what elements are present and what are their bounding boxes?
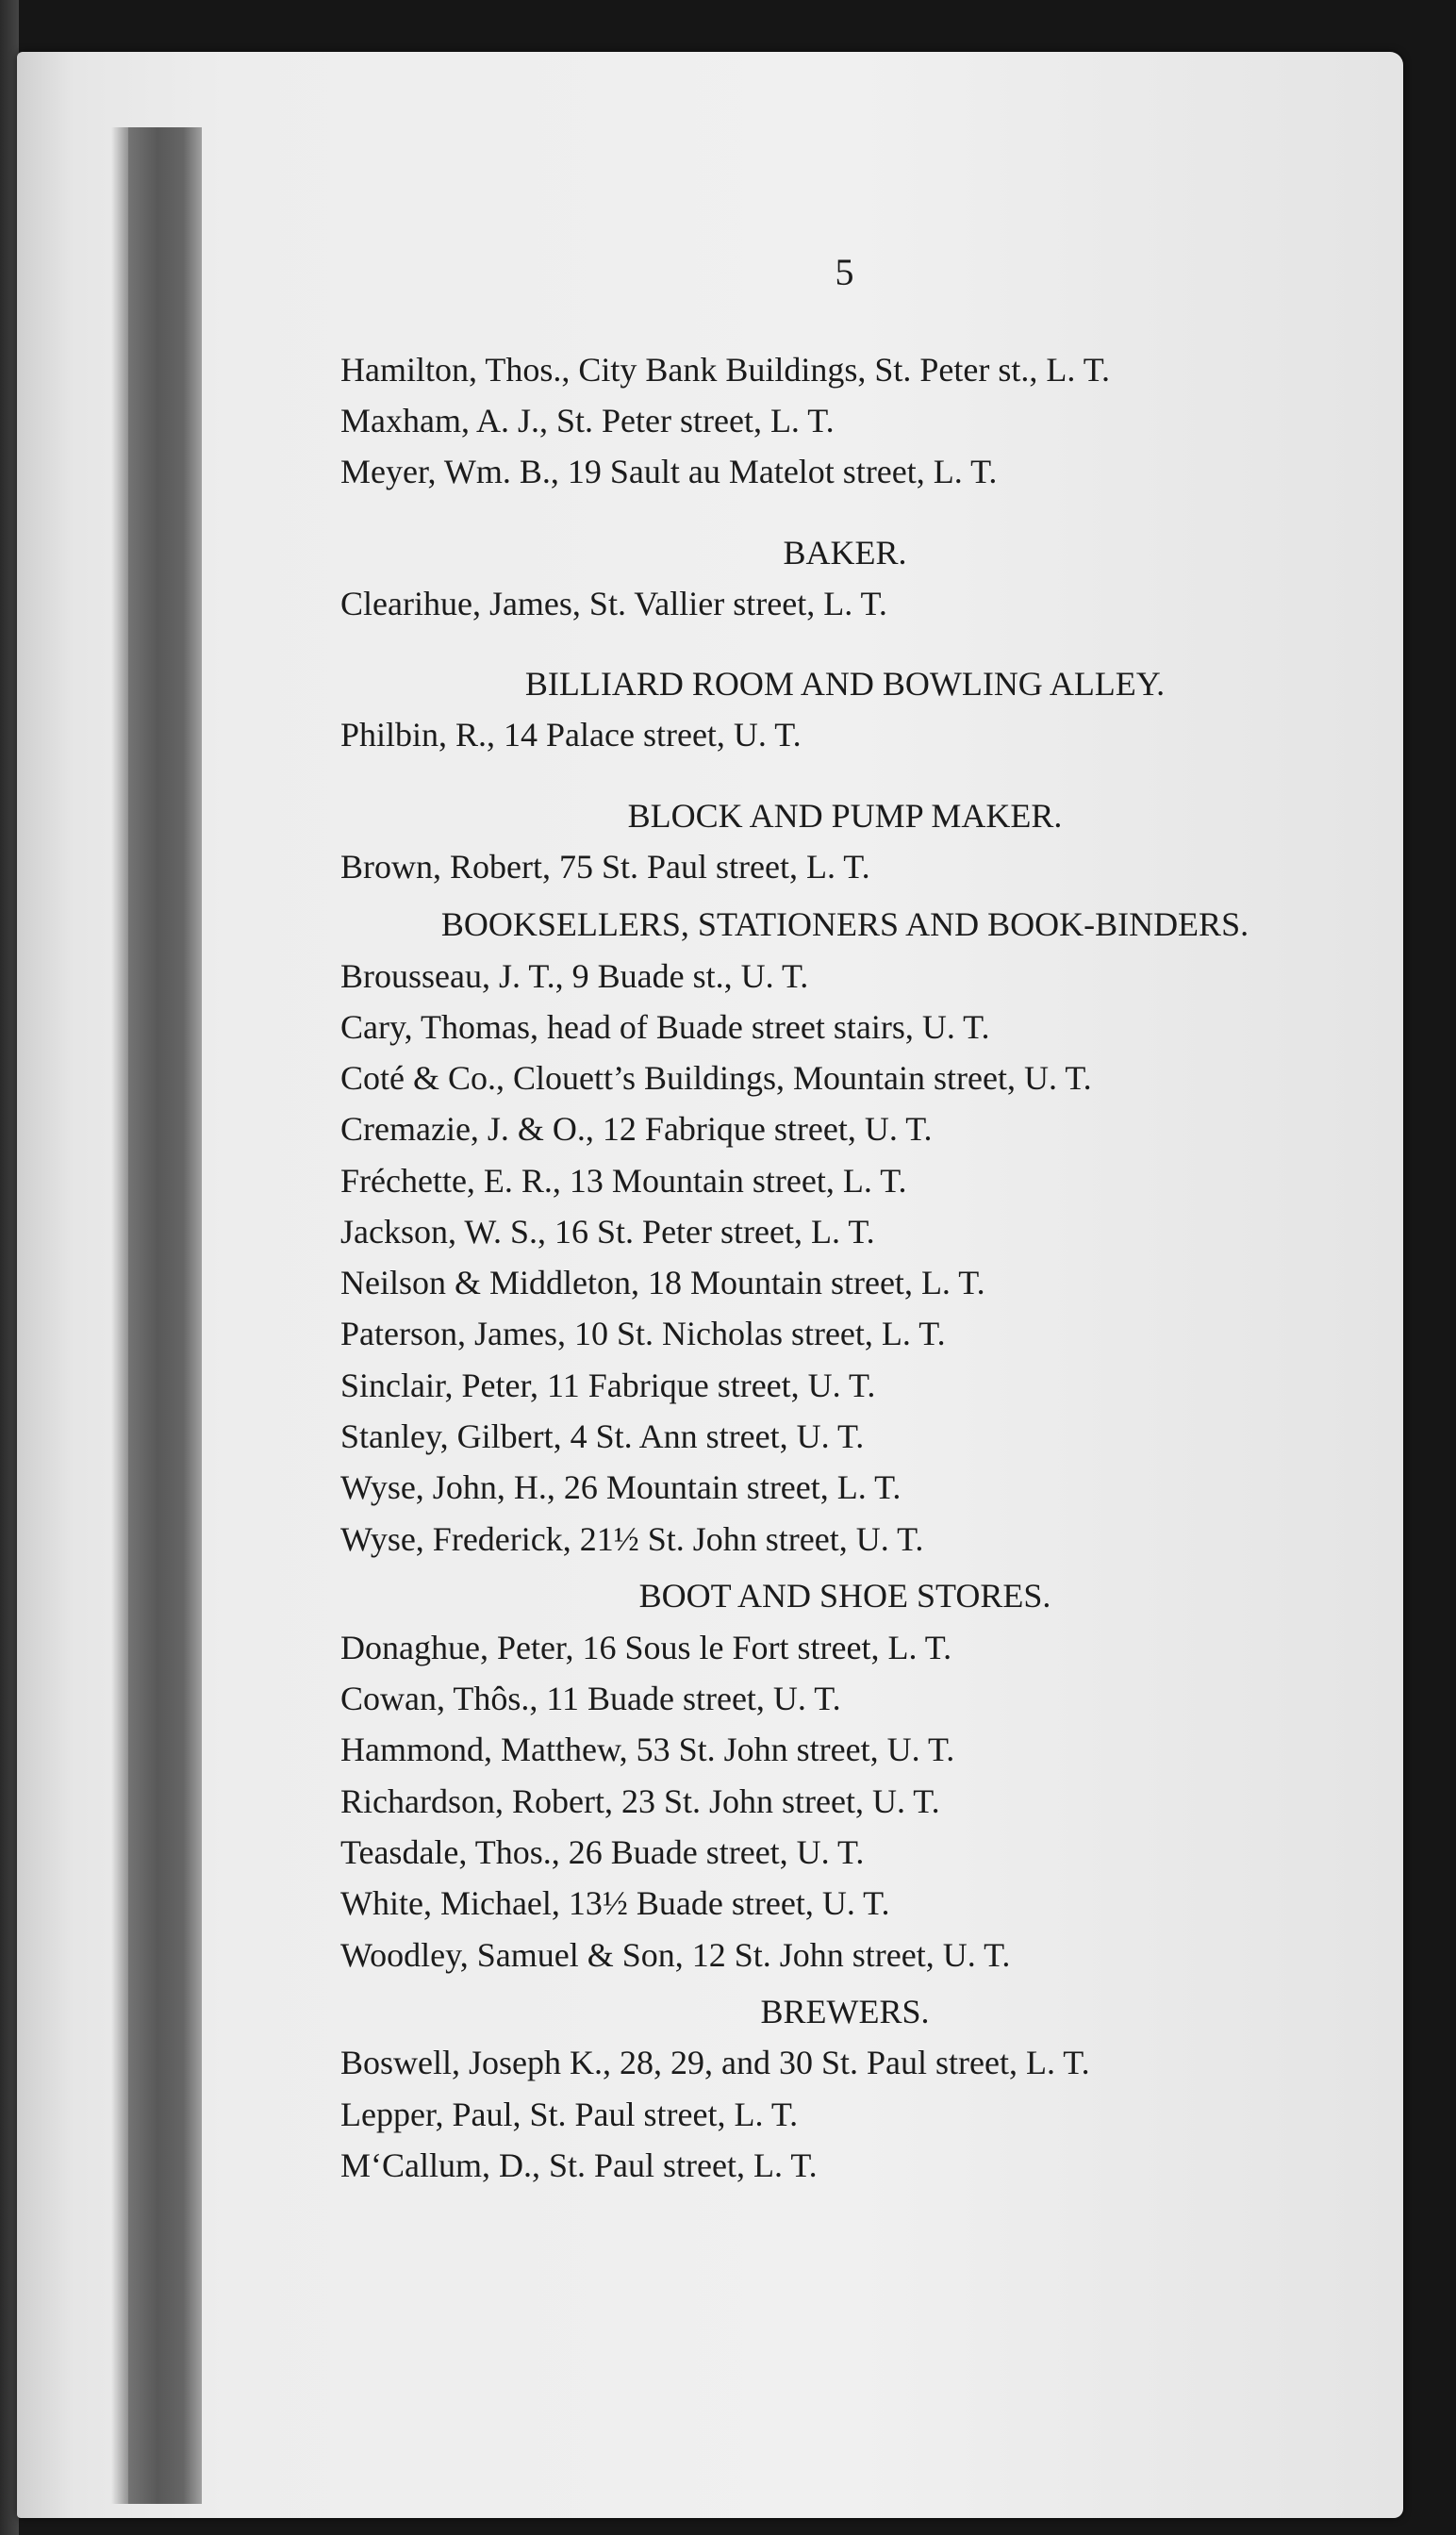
- directory-entry: Cowan, Thôs., 11 Buade street, U. T.: [340, 1680, 841, 1717]
- directory-entry: Cremazie, J. & O., 12 Fabrique street, U. T.: [340, 1110, 933, 1148]
- directory-entry: White, Michael, 13½ Buade street, U. T.: [340, 1884, 890, 1922]
- directory-entry: Hammond, Matthew, 53 St. John street, U. T.: [340, 1731, 955, 1768]
- section-heading: BILLIARD ROOM AND BOWLING ALLEY.: [524, 665, 1166, 703]
- directory-entry: Sinclair, Peter, 11 Fabrique street, U. T.: [340, 1367, 876, 1404]
- directory-entry: Woodley, Samuel & Son, 12 St. John street, U. T.: [340, 1936, 1011, 1974]
- directory-entry: Cary, Thomas, head of Buade street stairs, U. T.: [340, 1008, 990, 1046]
- directory-entry: Stanley, Gilbert, 4 St. Ann street, U. T.: [340, 1417, 865, 1455]
- directory-entry: Wyse, Frederick, 21½ St. John street, U. T.: [340, 1520, 924, 1558]
- book-spine: [128, 127, 202, 2504]
- directory-entry: Jackson, W. S., 16 St. Peter street, L. T.: [340, 1213, 875, 1251]
- directory-entry: Coté & Co., Clouett’s Buildings, Mountain street, U. T.: [340, 1059, 1092, 1097]
- section-heading: BLOCK AND PUMP MAKER.: [627, 797, 1063, 835]
- directory-entry: Wyse, John, H., 26 Mountain street, L. T.: [340, 1468, 902, 1506]
- scan-background-edge: [0, 0, 19, 2535]
- book-page: [17, 52, 1403, 2518]
- directory-entry: Hamilton, Thos., City Bank Buildings, St. Peter st., L. T.: [340, 351, 1111, 389]
- directory-entry: Fréchette, E. R., 13 Mountain street, L. T.: [340, 1162, 907, 1200]
- section-heading: BAKER.: [783, 534, 907, 572]
- directory-entry: Neilson & Middleton, 18 Mountain street, L. T.: [340, 1264, 985, 1301]
- directory-entry: Donaghue, Peter, 16 Sous le Fort street, L. T.: [340, 1629, 952, 1666]
- directory-entry: Boswell, Joseph K., 28, 29, and 30 St. Paul street, L. T.: [340, 2044, 1090, 2081]
- directory-entry: Maxham, A. J., St. Peter street, L. T.: [340, 402, 835, 439]
- section-heading: BOOT AND SHOE STORES.: [638, 1577, 1051, 1615]
- section-heading: BREWERS.: [760, 1993, 930, 2030]
- directory-entry: Paterson, James, 10 St. Nicholas street, L. T.: [340, 1315, 946, 1352]
- directory-entry: Clearihue, James, St. Vallier street, L. T.: [340, 585, 887, 622]
- directory-entry: Philbin, R., 14 Palace street, U. T.: [340, 716, 802, 754]
- directory-entry: Brown, Robert, 75 St. Paul street, L. T.: [340, 848, 870, 886]
- directory-entry: Richardson, Robert, 23 St. John street, U. T.: [340, 1782, 940, 1820]
- directory-entry: Teasdale, Thos., 26 Buade street, U. T.: [340, 1833, 865, 1871]
- directory-entry: Meyer, Wm. B., 19 Sault au Matelot street, L. T.: [340, 453, 998, 490]
- directory-entry: Lepper, Paul, St. Paul street, L. T.: [340, 2096, 799, 2133]
- directory-entry: Brousseau, J. T., 9 Buade st., U. T.: [340, 957, 809, 995]
- spine-shadow: [111, 127, 128, 2504]
- section-heading: BOOKSELLERS, STATIONERS AND BOOK-BINDERS.: [440, 905, 1249, 943]
- page-number: 5: [835, 251, 855, 293]
- directory-entry: M‘Callum, D., St. Paul street, L. T.: [340, 2146, 818, 2184]
